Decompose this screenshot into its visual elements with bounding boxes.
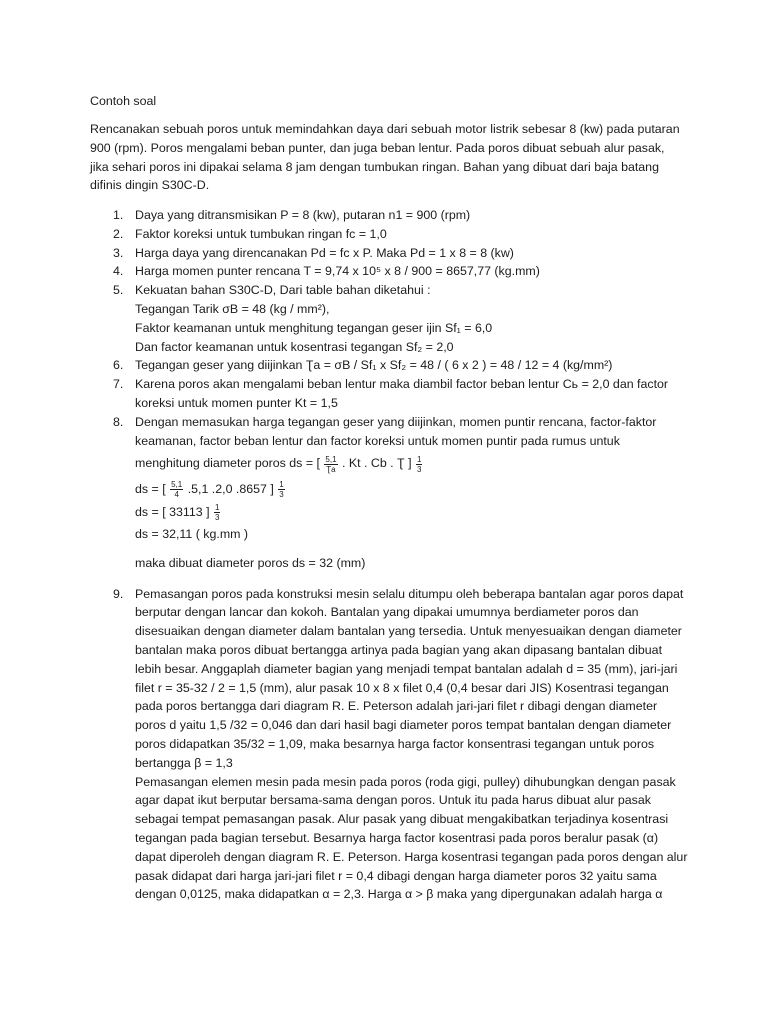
diameter-formula — [135, 454, 690, 473]
result-formula — [135, 503, 690, 522]
exponent-fraction — [214, 503, 220, 522]
fraction-numerator: 1 — [279, 479, 284, 489]
substitution-formula — [135, 480, 690, 499]
item-number: 2. — [113, 226, 124, 241]
item-number: 1. — [113, 208, 124, 222]
problem-statement: Rencanakan sebuah poros untuk memindahkan daya dari sebuah motor listrik sebesar 8 (kw) pada putaran 900 (rpm). Poros mengalami beban punter, dan juga beban lentur. Pada poros dibuat sebuah alur pasak, jika sehari poros ini dipakai selama 8 jam dengan tumbukan ringan. Bahan yang dibuat dari baja batang difinis dingin S30C-D. — [90, 122, 680, 193]
item-text: Karena poros akan mengalami beban lentur maka diambil factor beban lentur Cь = 2,0 dan factor koreksi untuk momen punter Kt = 1,5 — [135, 377, 669, 410]
list-item — [90, 262, 690, 281]
fraction-denominator: 3 — [279, 489, 284, 499]
list-item — [90, 585, 690, 905]
item-text: Harga momen punter rencana T = 9,74 x 10⁵ x 8 / 900 = 8657,77 (kg.mm) — [135, 264, 540, 279]
item-text: Daya yang ditransmisikan P = 8 (kw), putaran n1 = 900 (rpm) — [135, 208, 471, 222]
fraction-denominator: 3 — [416, 464, 422, 474]
formula-body: .5,1 .2,0 .8657 ] — [187, 481, 274, 496]
result-value: ds = 32,11 ( kg.mm ) — [135, 527, 249, 542]
list-item — [90, 356, 690, 375]
item-number: 5. — [113, 283, 124, 298]
item-subline: Dan factor keamanan untuk kosentrasi tegangan Sf₂ = 2,0 — [135, 339, 454, 354]
item-number: 6. — [113, 358, 124, 373]
exponent-fraction — [278, 480, 284, 499]
fraction-numerator: 1 — [416, 454, 422, 464]
list-item — [90, 375, 690, 413]
formula-body: ds = [ 33113 ] — [135, 504, 210, 519]
list-item — [90, 225, 690, 244]
item-paragraph: Pemasangan elemen mesin pada mesin pada poros (roda gigi, pulley) dihubungkan dengan pasak agar dapat ikut berputar bersama-sama dengan poros. Untuk itu pada harus dibuat alur pasak sebagai tempat pemasangan pasak. Alur pasak yang dibuat mengakibatkan terjadinya kosentrasi tegangan pada bagian tersebut. Besarnya harga factor kosentrasi pada poros beralur pasak (α) dapat diperoleh dengan diagram R. E. Peterson. Harga kosentrasi tegangan pada poros dengan alur pasak didapat dari harga jari-jari filet r = 0,4 dibagi dengan harga diameter poros 32 yaitu sama dengan 0,0125, maka didapatkan α = 2,3. Harga α > β maka yang dipergunakan adalah harga α — [135, 774, 688, 902]
item-number: 8. — [113, 414, 124, 429]
item-subline: Faktor keamanan untuk menghitung tegangan geser ijin Sf₁ = 6,0 — [135, 320, 493, 335]
item-subline: Tegangan Tarik σB = 48 (kg / mm²), — [135, 301, 330, 316]
item-text: Harga daya yang direncanakan Pd = fc x P. Maka Pd = 1 x 8 = 8 (kw) — [135, 245, 514, 260]
formula-body: . Kt . Cb . Ʈ ] — [341, 456, 412, 471]
list-item — [90, 281, 690, 356]
conclusion-text: maka dibuat diameter poros ds = 32 (mm) — [135, 555, 366, 570]
fraction-numerator: 1 — [214, 503, 220, 513]
list-item — [90, 206, 690, 225]
exponent-fraction — [416, 455, 422, 474]
fraction-denominator: Ʈa — [326, 464, 336, 474]
item-text: Dengan memasukan harga tegangan geser yang diijinkan, momen puntir rencana, factor-faktor keamanan, factor beban lentur dan factor koreksi untuk momen puntir pada rumus untuk — [135, 414, 657, 448]
solution-steps — [90, 206, 690, 904]
fraction-numerator: 5,1 — [171, 479, 183, 489]
formula-prefix: ds = [ — [135, 481, 166, 496]
fraction-numerator: 5,1 — [325, 454, 337, 464]
formula-prefix: menghitung diameter poros ds = [ — [135, 456, 320, 471]
item-text: Pemasangan poros pada konstruksi mesin selalu ditumpu oleh beberapa bantalan agar poros dapat berputar dengan lancar dan kokoh. Bantalan yang dipakai umumnya berdiameter poros dan disesuaikan dengan diameter dalam bantalan yang tersedia. Untuk menyesuaikan dengan diameter bantalan maka poros dibuat bertangga artinya pada bagian yang akan dipasang bantalan dibuat lebih besar. Anggaplah diameter bagian yang menjadi tempat bantalan adalah d = 35 (mm), jari-jari filet r = 35-32 / 2 = 1,5 (mm), alur pasak 10 x 8 x filet 0,4 (0,4 besar dari JIS) Kosentrasi tegangan pada poros bertangga dari diagram R. E. Peterson adalah jari-jari filet r dibagi dengan diameter poros d yaitu 1,5 /32 = 0,046 dan dari hasil bagi diameter poros tempat bantalan dengan diameter poros didapatkan 35/32 = 1,09, maka besarnya harga factor konsentrasi tegangan untuk poros bertangga β = 1,3 — [135, 586, 684, 770]
fraction-denominator: 3 — [214, 513, 220, 523]
fraction — [324, 455, 337, 474]
item-text: Tegangan geser yang diijinkan Ʈa = σB / Sf₁ x Sf₂ = 48 / ( 6 x 2 ) = 48 / 12 = 4 (kg/mm²) — [135, 358, 613, 373]
list-item — [90, 244, 690, 263]
item-text: Faktor koreksi untuk tumbukan ringan fc = 1,0 — [135, 226, 387, 241]
item-number: 3. — [113, 245, 124, 260]
item-number: 7. — [113, 377, 124, 392]
fraction — [170, 480, 183, 499]
item-text: Kekuatan bahan S30C-D, Dari table bahan diketahui : — [135, 283, 431, 298]
item-number: 4. — [113, 264, 124, 279]
fraction-denominator: 4 — [174, 489, 179, 499]
list-item — [90, 413, 690, 573]
document-title: Contoh soal — [90, 94, 157, 108]
item-number: 9. — [113, 586, 124, 601]
